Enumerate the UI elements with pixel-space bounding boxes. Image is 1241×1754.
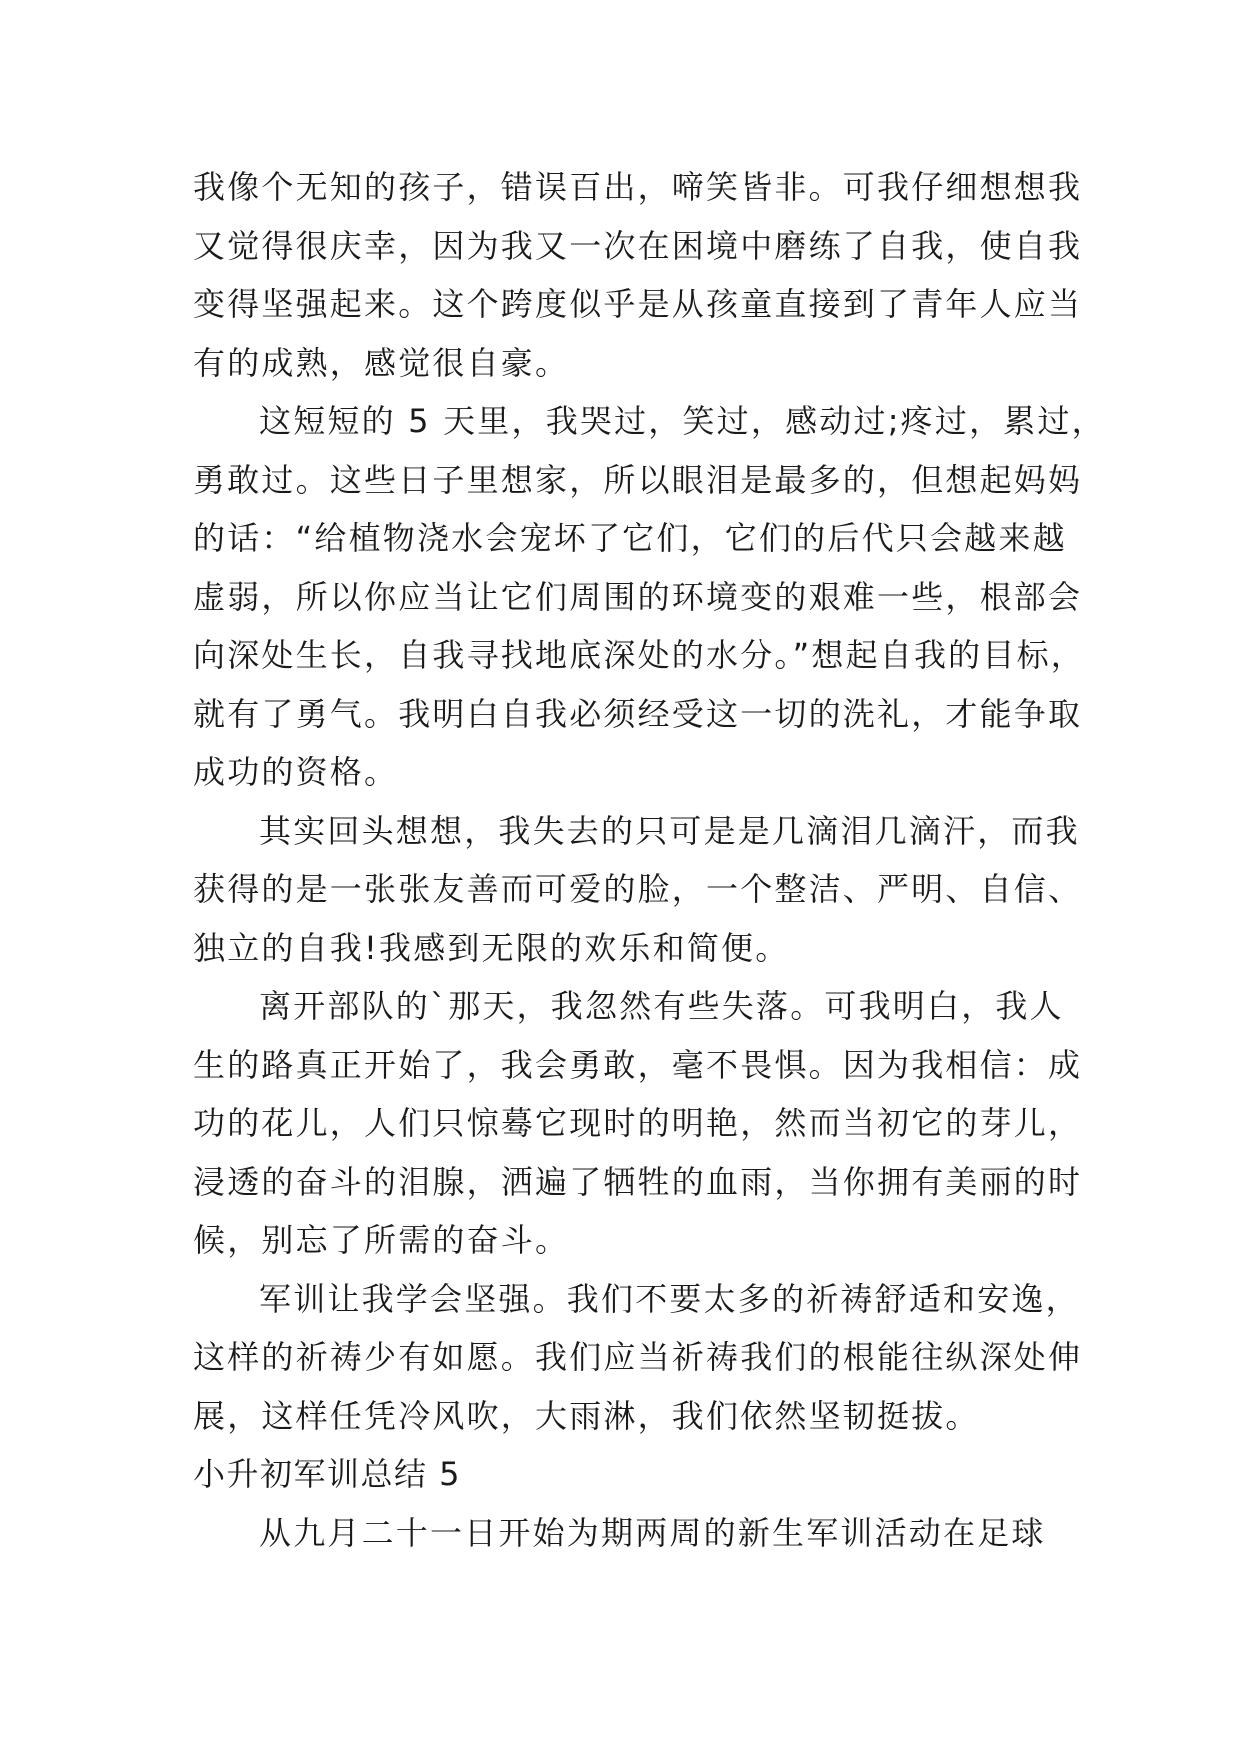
- text-line: 军训让我学会坚强。我们不要太多的祈祷舒适和安逸，: [259, 1279, 1080, 1318]
- text-line: 独立的自我!我感到无限的欢乐和简便。: [193, 928, 790, 967]
- text-line: 浸透的奋斗的泪腺，洒遍了牺牲的血雨，当你拥有美丽的时: [193, 1162, 1083, 1201]
- text-line: 从九月二十一日开始为期两周的新生军训活动在足球: [259, 1513, 1046, 1552]
- text-line: 这短短的 5 天里，我哭过，笑过，感动过;疼过，累过，: [259, 402, 1106, 440]
- text-line: 虚弱，所以你应当让它们周围的环境变的艰难一些，根部会: [193, 577, 1083, 616]
- text-line: 离开部队的`那天，我忽然有些失落。可我明白，我人: [259, 987, 1064, 1025]
- text-line: 变得坚强起来。这个跨度似乎是从孩童直接到了青年人应当: [193, 285, 1083, 323]
- text-line: 功的花儿，人们只惊蓦它现时的明艳，然而当初它的芽儿，: [193, 1104, 1083, 1142]
- text-line: 候，别忘了所需的奋斗。: [193, 1221, 570, 1259]
- document-body: [193, 158, 1106, 1562]
- text-line: 勇敢过。这些日子里想家，所以眼泪是最多的，但想起妈妈: [193, 460, 1083, 499]
- text-line: 就有了勇气。我明白自我必须经受这一切的洗礼，才能争取: [193, 694, 1083, 733]
- text-line: 其实回头想想，我失去的只可是是几滴泪几滴汗，而我: [259, 811, 1080, 850]
- text-line: 向深处生长，自我寻找地底深处的水分。”想起自我的目标，: [193, 636, 1085, 674]
- text-line: 的话：“给植物浇水会宠坏了它们，它们的后代只会越来越: [193, 519, 1067, 557]
- text-line: 又觉得很庆幸，因为我又一次在困境中磨练了自我，使自我: [193, 226, 1083, 265]
- text-line: 我像个无知的孩子，错误百出，啼笑皆非。可我仔细想想我: [193, 168, 1083, 206]
- text-line: 生的路真正开始了，我会勇敢，毫不畏惧。因为我相信：成: [193, 1045, 1083, 1084]
- text-line: 获得的是一张张友善而可爱的脸，一个整洁、严明、自信、: [193, 870, 1083, 908]
- text-line: 成功的资格。: [193, 753, 399, 791]
- text-line: 展，这样任凭冷风吹，大雨淋，我们依然坚韧挺拔。: [193, 1396, 980, 1435]
- section-heading: 小升初军训总结 5: [193, 1455, 462, 1493]
- text-line: 这样的祈祷少有如愿。我们应当祈祷我们的根能往纵深处伸: [193, 1338, 1083, 1376]
- text-line: 有的成熟，感觉很自豪。: [193, 343, 570, 382]
